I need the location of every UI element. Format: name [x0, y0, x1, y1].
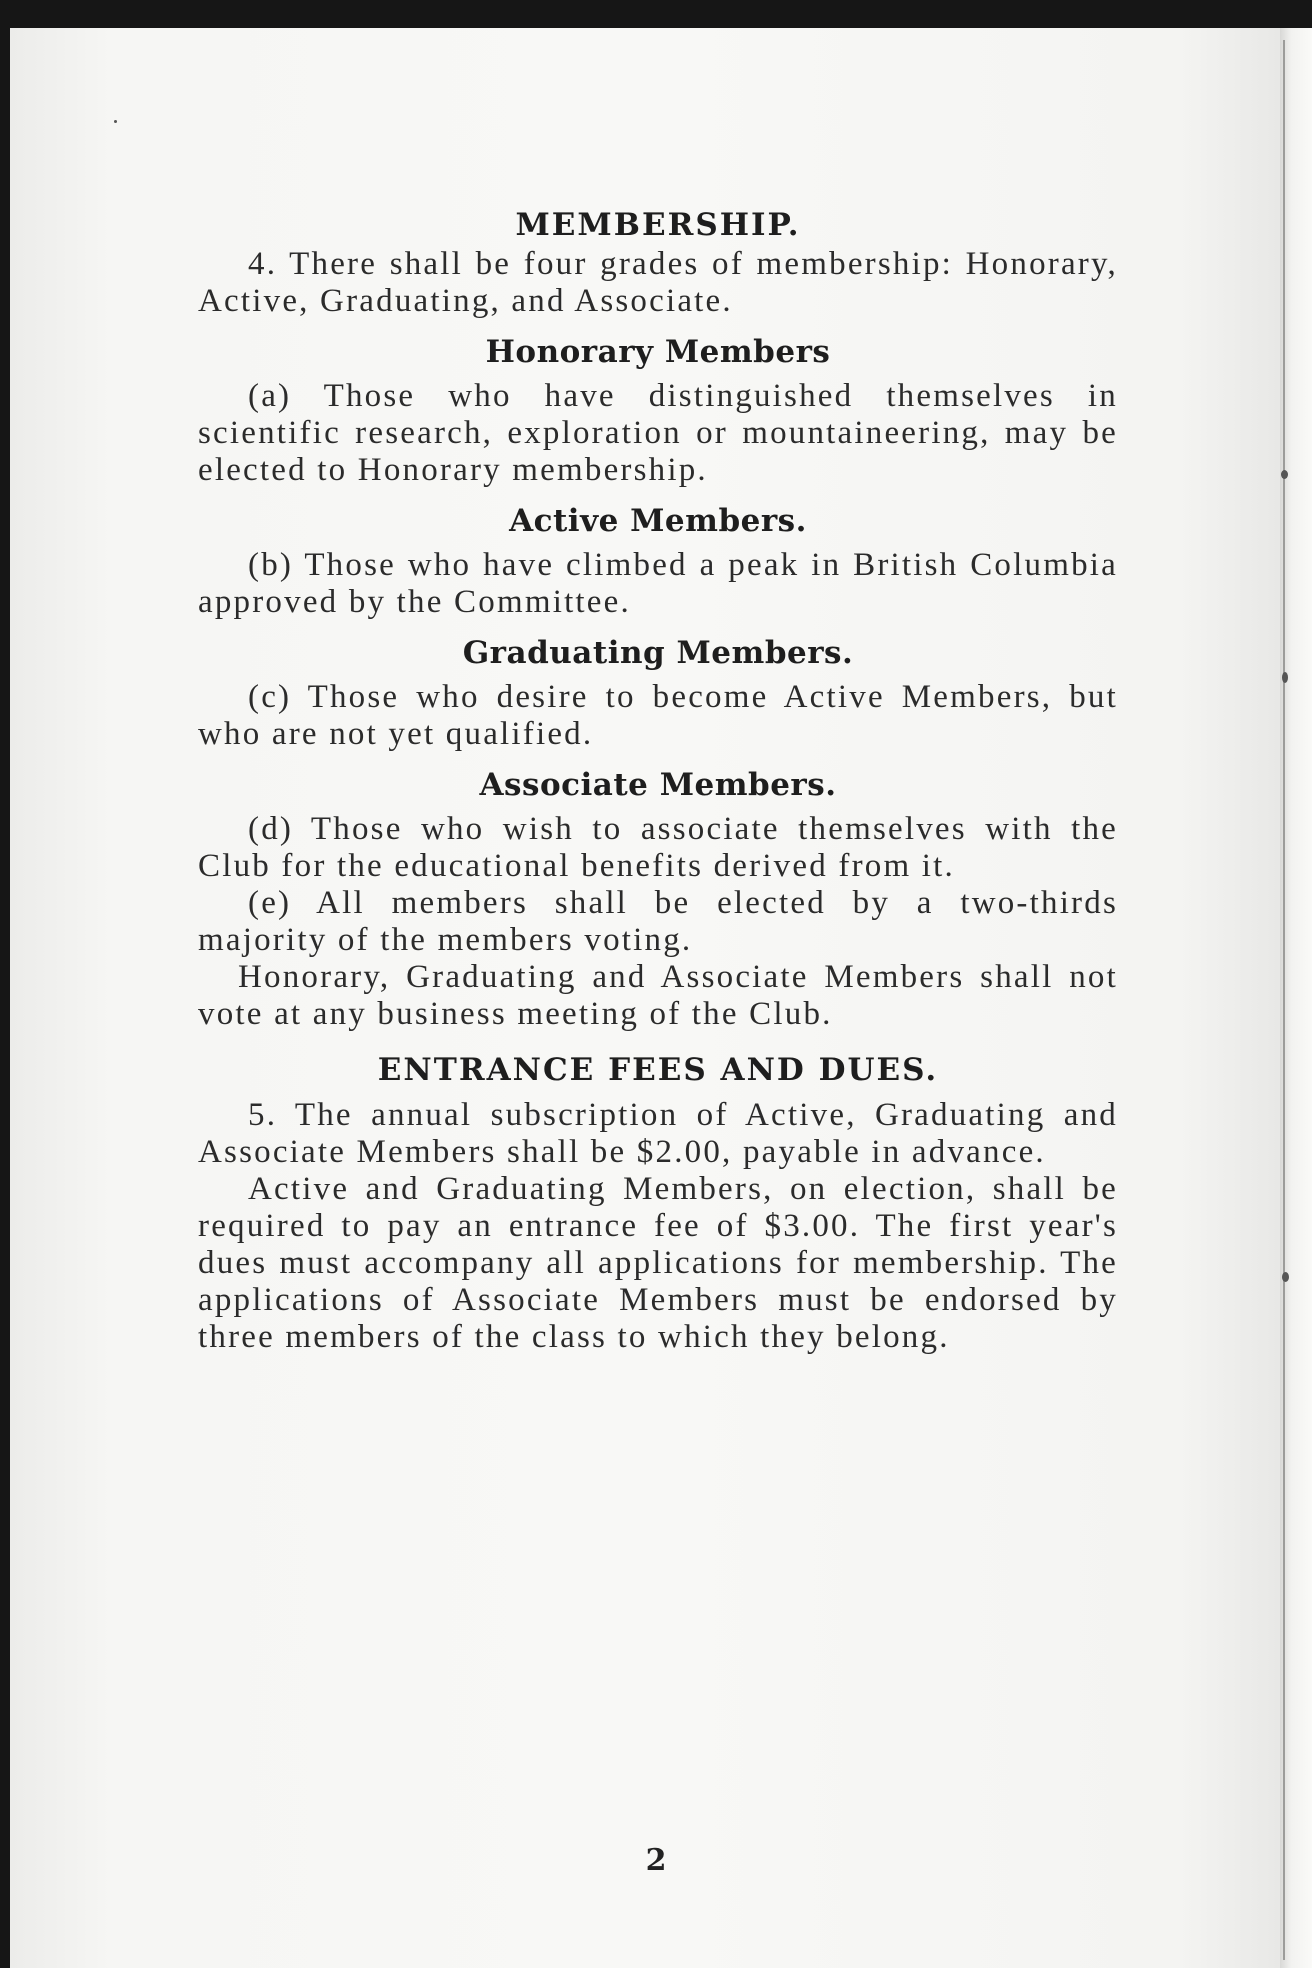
paragraph-5: 5. The annual subscription of Active, Graduating and Associate Members shall be $2.00, payable in advance.: [198, 1097, 1118, 1170]
page-number: 2: [645, 1843, 667, 1878]
paragraph-4: 4. There shall be four grades of membership: Honorary, Active, Graduating, and Associate.: [198, 246, 1118, 319]
paragraph-d: (d) Those who wish to associate themselves with the Club for the educational benefits derived from it.: [198, 811, 1118, 884]
scan-speck: [1281, 470, 1288, 479]
document-body: [198, 206, 1118, 1356]
scan-speck: [1282, 1272, 1289, 1282]
paragraph-b: (b) Those who have climbed a peak in British Columbia approved by the Committee.: [198, 547, 1118, 620]
heading-membership: MEMBERSHIP.: [515, 207, 801, 243]
heading-active-members: Active Members.: [509, 503, 807, 539]
paragraph-voting: Honorary, Graduating and Associate Members shall not vote at any business meeting of the Club.: [198, 959, 1118, 1032]
paragraph-entrance-fee: Active and Graduating Members, on election, shall be required to pay an entrance fee of $3.00. The first year's dues must accompany all applications for membership. The applications of Associate Members must be endorsed by three members of the class to which they belong.: [198, 1171, 1118, 1355]
scan-speck: [114, 120, 117, 123]
paragraph-a: (a) Those who have distinguished themselves in scientific research, exploration or mountaineering, may be elected to Honorary membership.: [198, 378, 1118, 488]
paragraph-e: (e) All members shall be elected by a two-thirds majority of the members voting.: [198, 885, 1118, 958]
heading-honorary-members: Honorary Members: [485, 334, 831, 370]
heading-graduating-members: Graduating Members.: [462, 635, 854, 671]
page-edge-line: [1283, 40, 1285, 1960]
heading-entrance-fees: ENTRANCE FEES AND DUES.: [377, 1052, 939, 1088]
heading-associate-members: Associate Members.: [479, 767, 837, 803]
paragraph-c: (c) Those who desire to become Active Members, but who are not yet qualified.: [198, 679, 1118, 752]
scan-speck: [1282, 672, 1288, 683]
